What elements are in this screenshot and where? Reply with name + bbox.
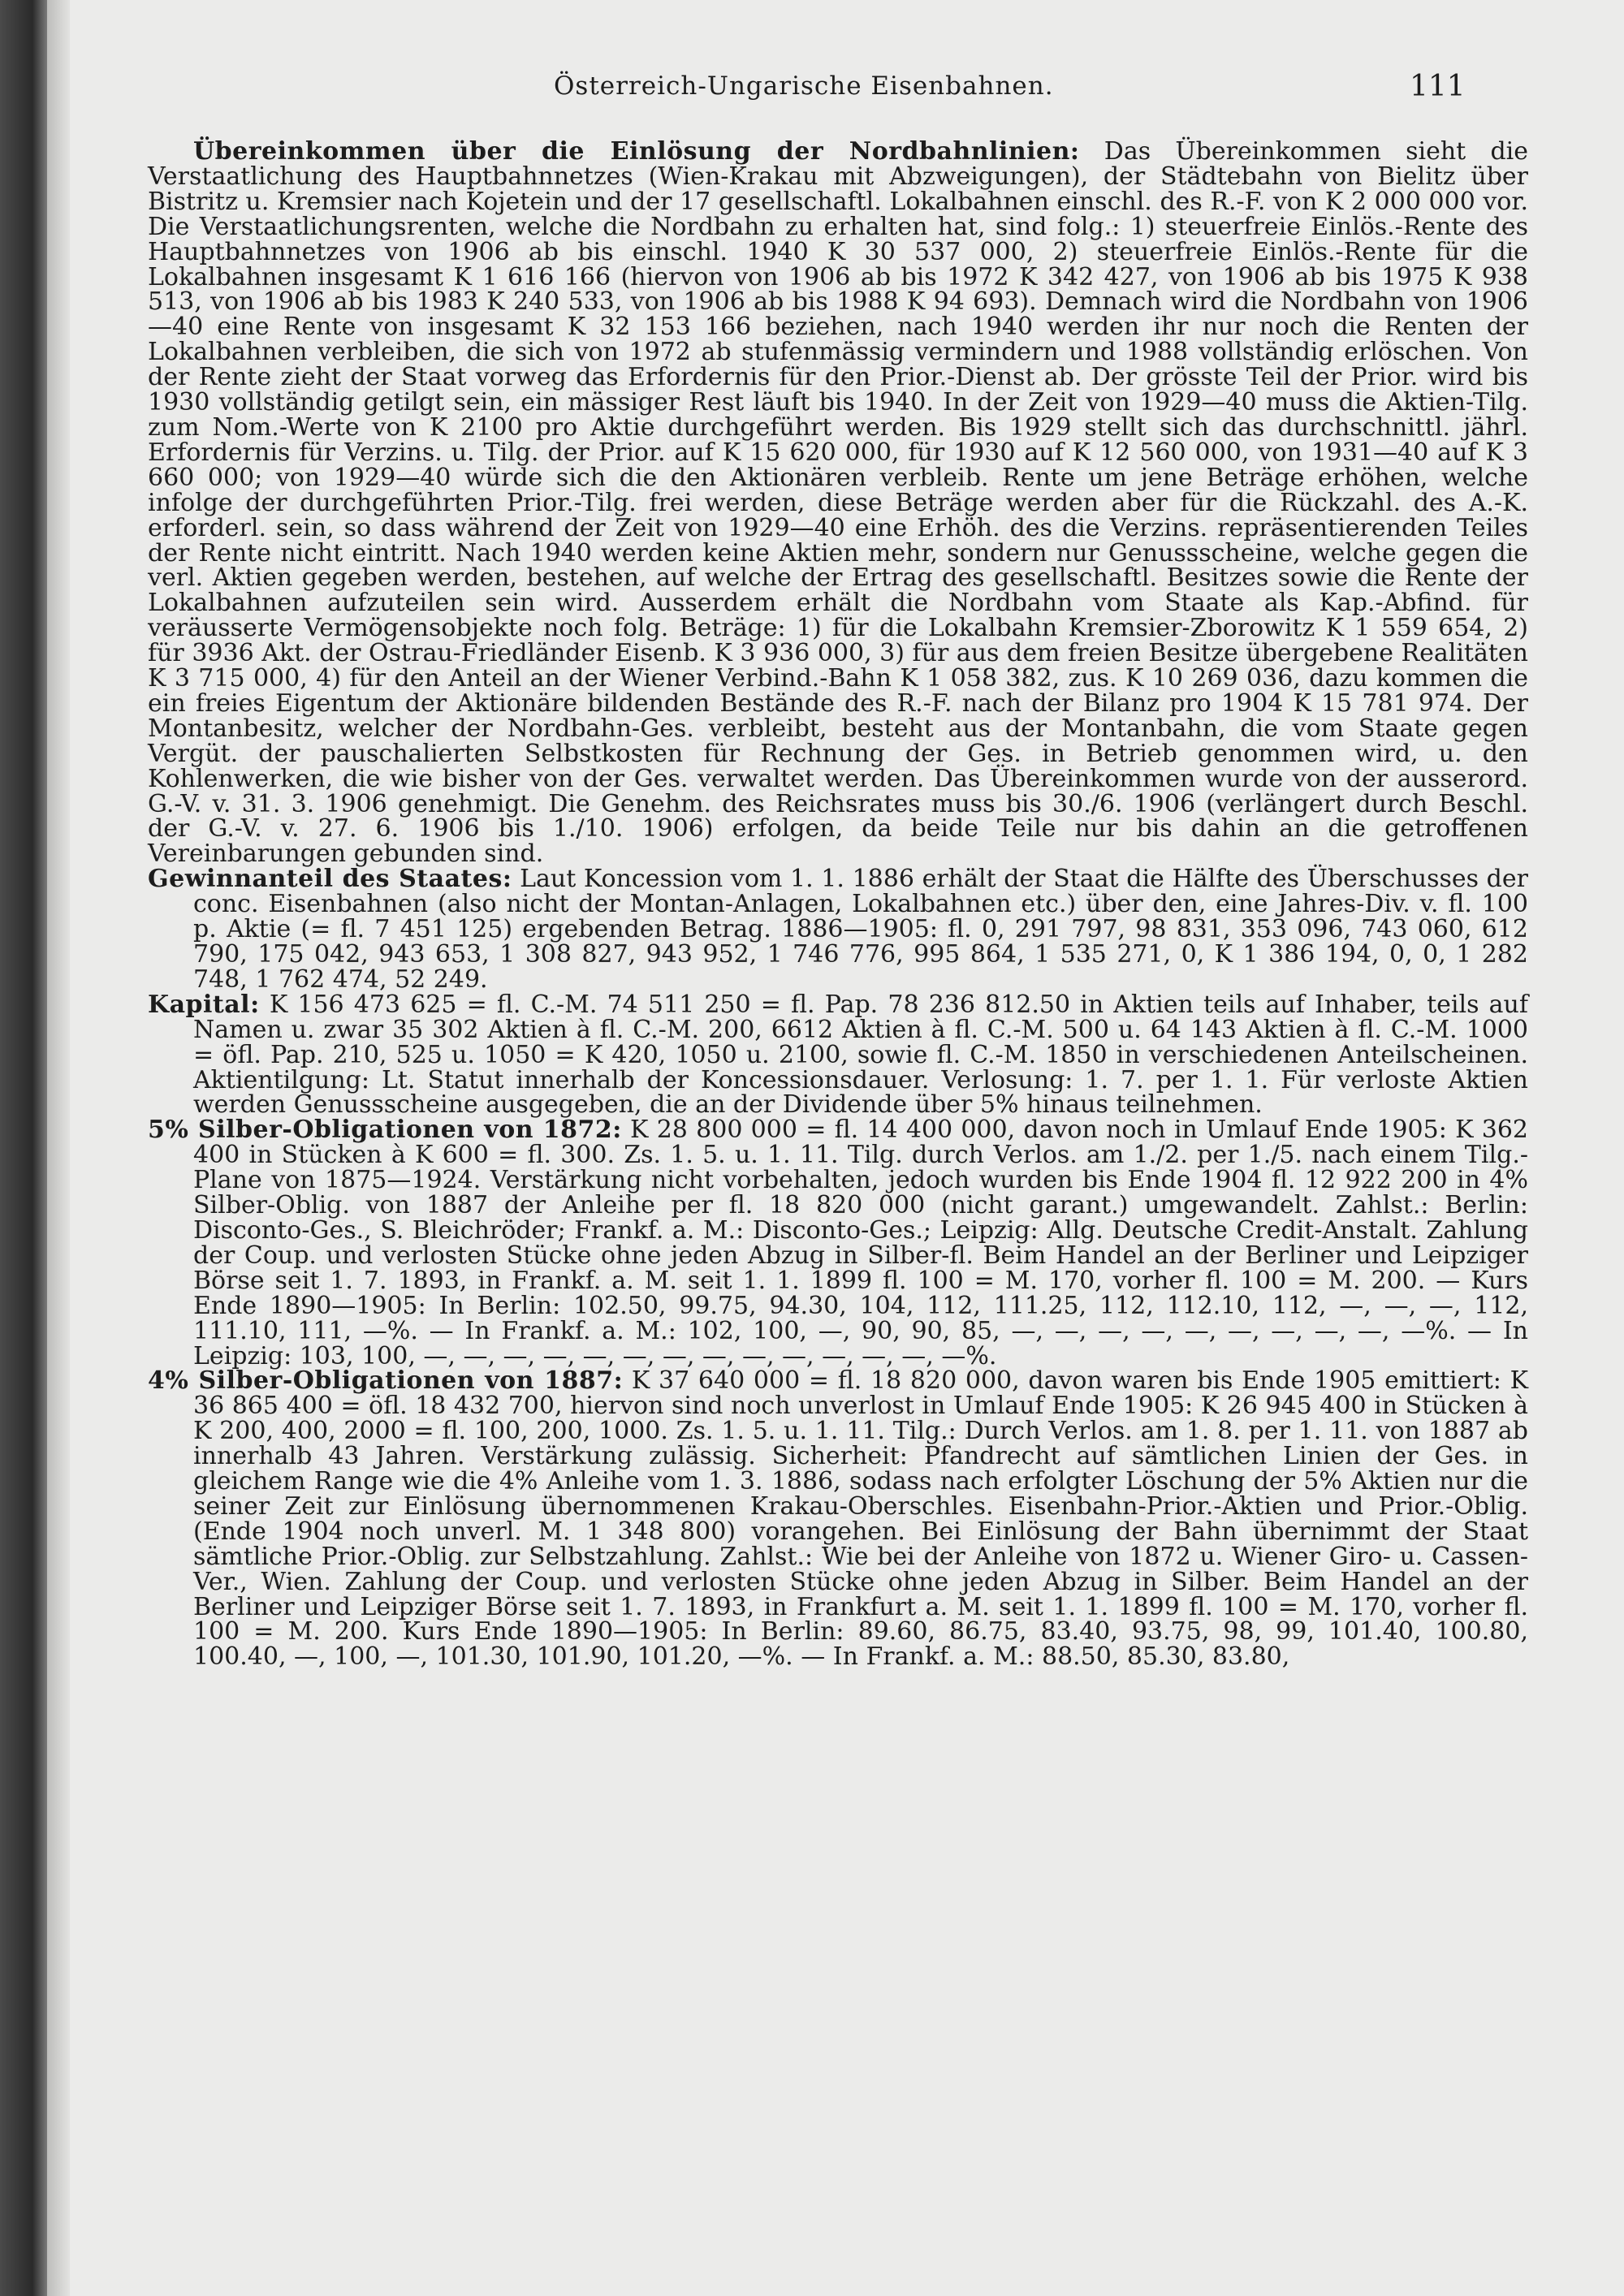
paragraph-silber-obligationen-1872 [148,1118,1528,1369]
section-heading: 5% Silber-Obligationen von 1872: [148,1116,622,1145]
paragraph-gewinnanteil [148,867,1528,993]
page-number: 111 [1410,70,1466,103]
page-header [70,71,1624,112]
scan-page-edge [47,0,70,2296]
paragraph-kapital [148,990,1528,1120]
paragraph-nordbahn-einloesung [148,137,1529,869]
paragraph-text: Das Übereinkommen sieht die Verstaatlichung des Hauptbahnnetzes (Wien-Krakau mit Abzweigungen), der Städtebahn von Bielitz über Bistritz u. Kremsier nach Kojetein und der 17 gesellschaftl. Lokalbahnen einschl. des R.-F. von K 2 000 000 vor. Die Verstaatlichungsrenten, welche die Nordbahn zu erhalten hat, sind folg.: 1) steuerfreie Einlös.-Rente des Hauptbahnnetzes von 1906 ab bis einschl. 1940 K 30 537 000, 2) steuerfreie Einlös.-Rente für die Lokalbahnen insgesamt K 1 616 166 (hiervon von 1906 ab bis 1972 K 342 427, von 1906 ab bis 1975 K 938 513, von 1906 ab bis 1983 K 240 533, von 1906 ab bis 1988 K 94 693). Demnach wird die Nordbahn von 1906—40 eine Rente von insgesamt K 32 153 166 beziehen, nach 1940 werden ihr nur noch die Renten der Lokalbahnen verbleiben, die sich von 1972 ab stufenmässig vermindern und 1988 vollständig erlöschen. Von der Rente zieht der Staat vorweg das Erfordernis für den Prior.-Dienst ab. Der grösste Teil der Prior. wird bis 1930 vollständig getilgt sein, ein mässiger Rest läuft bis 1940. In der Zeit von 1929—40 muss die Aktien-Tilg. zum Nom.-Werte von K 2100 pro Aktie durchgeführt werden. Bis 1929 stellt sich das durchschnittl. jährl. Erfordernis für Verzins. u. Tilg. der Prior. auf K 15 620 000, für 1930 auf K 12 560 000, von 1931—40 auf K 3 660 000; von 1929—40 würde sich die den Aktionären verbleib. Rente um jene Beträge erhöhen, welche infolge der durchgeführten Prior.-Tilg. frei werden, diese Beträge werden aber für die Rückzahl. des A.-K. erforderl. sein, so dass während der Zeit von 1929—40 eine Erhöh. des die Verzins. repräsentierenden Teiles der Rente nicht eintritt. Nach 1940 werden keine Aktien mehr, sondern nur Genussscheine, welche gegen die verl. Aktien gegeben werden, bestehen, auf welche der Ertrag des gesellschaftl. Besitzes sowie die Rente der Lokalbahnen aufzuteilen sein wird. Ausserdem erhält die Nordbahn vom Staate als Kap.-Abfind. für veräusserte Vermögensobjekte noch folg. Beträge: 1) für die Lokalbahn Kremsier-Zborowitz K 1 559 654, 2) für 3936 Akt. der Ostrau-Friedländer Eisenb. K 3 936 000, 3) für aus dem freien Besitze übergebene Realitäten K 3 715 000, 4) für den Anteil an der Wiener Verbind.-Bahn K 1 058 382, zus. K 10 269 036, dazu kommen die ein freies Eigentum der Aktionäre bildenden Bestände des R.-F. nach der Bilanz pro 1904 K 15 781 974. Der Montanbesitz, welcher der Nordbahn-Ges. verbleibt, besteht aus der Montanbahn, die vom Staate gegen Vergüt. der pauschalierten Selbstkosten für Rechnung der Ges. in Betrieb genommen wird, u. den Kohlenwerken, die wie bisher von der Ges. verwaltet werden. Das Übereinkommen wurde von der ausserord. G.-V. v. 31. 3. 1906 genehmigt. Die Genehm. des Reichsrates muss bis 30./6. 1906 (verlängert durch Beschl. der G.-V. v. 27. 6. 1906 bis 1./10. 1906) erfolgen, da beide Teile nur bis dahin an die getroffenen Vereinbarungen gebunden sind. [148,137,1529,869]
section-heading: Kapital: [148,990,260,1019]
section-heading: Übereinkommen über die Einlösung der Nordbahnlinien: [193,137,1080,166]
scan-binding-shadow [0,0,47,2296]
paragraph-text: K 156 473 625 = fl. C.-M. 74 511 250 = fl. Pap. 78 236 812.50 in Aktien teils auf Inhaber, teils auf Namen u. zwar 35 302 Aktien à fl. C.-M. 200, 6612 Aktien à fl. C.-M. 500 u. 64 143 Aktien à fl. C.-M. 1000 = öfl. Pap. 210, 525 u. 1050 = K 420, 1050 u. 2100, sowie fl. C.-M. 1850 in verschiedenen Anteilscheinen. Aktientilgung: Lt. Statut innerhalb der Koncessionsdauer. Verlosung: 1. 7. per 1. 1. Für verloste Aktien werden Genussscheine ausgegeben, die an der Dividende über 5% hinaus teilnehmen. [193,990,1528,1120]
running-head: Österreich-Ungarische Eisenbahnen. [554,71,1054,101]
paragraph-text: K 37 640 000 = fl. 18 820 000, davon waren bis Ende 1905 emittiert: K 36 865 400 = öfl. 18 432 700, hiervon sind noch unverlost in Umlauf Ende 1905: K 26 945 400 in Stücken à K 200, 400, 2000 = fl. 100, 200, 1000. Zs. 1. 5. u. 1. 11. Tilg.: Durch Verlos. am 1. 8. per 1. 11. von 1887 ab innerhalb 43 Jahren. Verstärkung zulässig. Sicherheit: Pfandrecht auf sämtlichen Linien der Ges. in gleichem Range wie die 4% Anleihe vom 1. 3. 1886, sodass nach erfolgter Löschung der 5% Aktien nur die seiner Zeit zur Einlösung übernommenen Krakau-Oberschles. Eisenbahn-Prior.-Aktien und Prior.-Oblig. (Ende 1904 noch unverl. M. 1 348 800) vorangehen. Bei Einlösung der Bahn übernimmt der Staat sämtliche Prior.-Oblig. zur Selbstzahlung. Zahlst.: Wie bei der Anleihe von 1872 u. Wiener Giro- u. Cassen-Ver., Wien. Zahlung der Coup. und verlosten Stücke ohne jeden Abzug in Silber. Beim Handel an der Berliner und Leipziger Börse seit 1. 7. 1893, in Frankfurt a. M. seit 1. 1. 1899 fl. 100 = M. 170, vorher fl. 100 = M. 200. Kurs Ende 1890—1905: In Berlin: 89.60, 86.75, 83.40, 93.75, 98, 99, 101.40, 100.80, 100.40, —, 100, —, 101.30, 101.90, 101.20, —%. — In Frankf. a. M.: 88.50, 85.30, 83.80, [193,1366,1528,1672]
paragraph-text: K 28 800 000 = fl. 14 400 000, davon noch in Umlauf Ende 1905: K 362 400 in Stücken à K 600 = fl. 300. Zs. 1. 5. u. 1. 11. Tilg. durch Verlos. am 1./2. per 1./5. nach einem Tilg.-Plane von 1875—1924. Verstärkung nicht vorbehalten, jedoch wurden bis Ende 1904 fl. 12 922 200 in 4% Silber-Oblig. von 1887 der Anleihe per fl. 18 820 000 (nicht garant.) umgewandelt. Zahlst.: Berlin: Disconto-Ges., S. Bleichröder; Frankf. a. M.: Disconto-Ges.; Leipzig: Allg. Deutsche Credit-Anstalt. Zahlung der Coup. und verlosten Stücke ohne jeden Abzug in Silber-fl. Beim Handel an der Berliner und Leipziger Börse seit 1. 7. 1893, in Frankf. a. M. seit 1. 1. 1899 fl. 100 = M. 170, vorher fl. 100 = M. 200. — Kurs Ende 1890—1905: In Berlin: 102.50, 99.75, 94.30, 104, 112, 111.25, 112, 112.10, 112, —, —, —, 112, 111.10, 111, —%. — In Frankf. a. M.: 102, 100, —, 90, 90, 85, —, —, —, —, —, —, —, —, —, —%. — In Leipzig: 103, 100, —, —, —, —, —, —, —, —, —, —, —, —, —, —%. [193,1116,1528,1370]
body-text [148,137,1529,1672]
section-heading: Gewinnanteil des Staates: [148,865,512,894]
paragraph-silber-obligationen-1887 [148,1366,1528,1672]
paragraph-text: Laut Koncession vom 1. 1. 1886 erhält der Staat die Hälfte des Überschusses der conc. Eisenbahnen (also nicht der Montan-Anlagen, Lokalbahnen etc.) über den, eine Jahres-Div. v. fl. 100 p. Aktie (= fl. 7 451 125) ergebenden Betrag. 1886—1905: fl. 0, 291 797, 98 831, 353 096, 743 060, 612 790, 175 042, 943 653, 1 308 827, 943 952, 1 746 776, 995 864, 1 535 271, 0, K 1 386 194, 0, 0, 1 282 748, 1 762 474, 52 249. [193,865,1528,994]
page [70,0,1624,2296]
section-heading: 4% Silber-Obligationen von 1887: [148,1366,624,1396]
